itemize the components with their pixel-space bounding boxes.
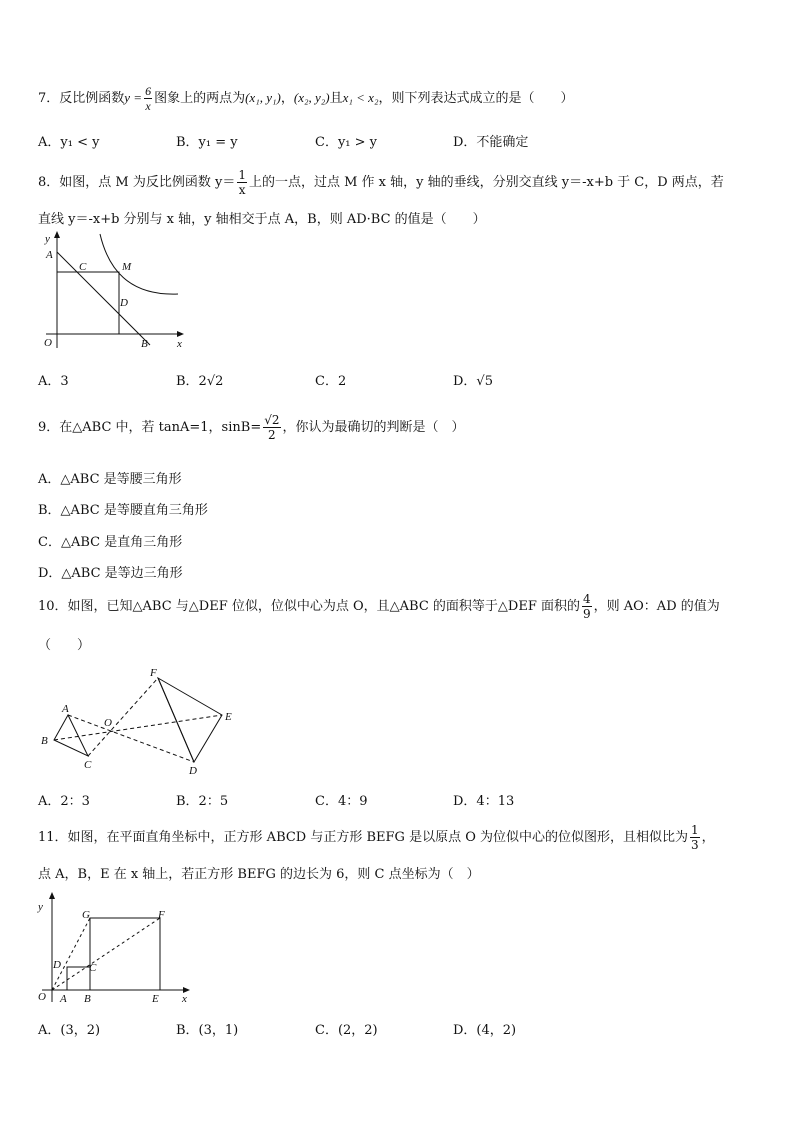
q11-square-abcd [67,967,90,990]
q11-label-c: C [89,962,97,974]
q8-label-m: M [122,261,132,273]
q9-option-c[interactable]: C．△ABC 是直角三角形 [38,535,183,550]
q8-label-x: x [177,338,182,350]
q10-option-b[interactable]: B．2：5 [176,794,229,809]
q10-label-f: F [150,667,157,679]
q7-condition: x₁ < x₂ [342,90,379,105]
q8-label-b: B [141,338,148,350]
q11-figure [32,890,197,1010]
q8-x-arrow [177,331,184,337]
q8-hyperbola [100,234,178,294]
q8-label-c: C [79,261,87,273]
q8-fraction: $\frac{1}{x}$ [238,168,246,197]
q9-option-d[interactable]: D．△ABC 是等边三角形 [38,566,183,581]
q10-option-a[interactable]: A．2：3 [38,794,90,809]
q8-option-d[interactable]: D．√5 [453,374,493,389]
q11-dashed-of [52,918,160,990]
q8-label-y: y [45,233,50,245]
q11-option-c[interactable]: C．(2，2) [315,1023,378,1038]
q8-label-a: A [46,249,53,261]
q10-label-a: A [62,703,69,715]
q11-option-d[interactable]: D．(4，2) [453,1023,517,1038]
q11-label-g: G [82,909,90,921]
q10-option-c[interactable]: C．4：9 [315,794,368,809]
q11-label-b: B [84,993,91,1005]
q11-label-f: F [158,909,165,921]
q8-stem-line2: 直线 y＝-x+b 分别与 x 轴，y 轴相交于点 A，B，则 AD·BC 的值是（ ） [38,212,486,227]
q8-label-o: O [44,337,52,349]
q11-y-arrow [49,892,55,899]
q7-point1: (x₁, y₁) [245,90,281,105]
q8-figure [38,228,188,353]
q8-line-ab [57,252,150,345]
q11-label-e: E [152,993,159,1005]
q8-y-arrow [54,231,60,238]
q11-label-a: A [60,993,67,1005]
q10-triangle-def [158,678,222,762]
q7-mid: 图象上的两点为 [154,91,246,106]
q11-square-befg [90,918,160,990]
q7-option-b[interactable]: B．y₁ = y [176,135,238,150]
q7-option-a[interactable]: A．y₁ < y [38,135,100,150]
q10-stem-line1: 10．如图，已知△ABC 与△DEF 位似，位似中心为点 O，且△ABC 的面积等于△DEF 面积的 $\frac{4}{9}$ ，则 AO：AD 的值为 [38,592,720,621]
q8-option-a[interactable]: A．3 [38,374,69,389]
q7-suffix: ，则下列表达式成立的是（ ） [378,91,574,106]
q9-fraction: $\frac{√2}{2}$ [264,413,280,442]
q11-stem-line1: 11．如图，在平面直角坐标中，正方形 ABCD 与正方形 BEFG 是以原点 O 为位似中心的位似图形，且相似比为 $\frac{1}{3}$ ， [38,823,715,852]
q7-fraction: $\frac{6}{x}$ [145,84,152,113]
q7-prefix: 7．反比例函数 [38,91,125,106]
q10-figure [36,660,246,780]
q10-stem-line2: （ ） [38,638,91,653]
q7-option-c[interactable]: C．y₁ > y [315,135,378,150]
q10-label-o: O [104,717,112,729]
q9-option-a[interactable]: A．△ABC 是等腰三角形 [38,472,182,487]
q10-label-c: C [84,759,92,771]
q8-label-d: D [120,297,128,309]
q7-stem: 7．反比例函数y = $\frac{6}{x}$ 图象上的两点为(x₁, y₁)，(x₂, y₂)且x₁ < x₂，则下列表达式成立的是（ ） [38,84,574,113]
q11-label-x: x [182,993,187,1005]
q10-dashed-be [54,715,222,740]
q10-label-e: E [225,711,232,723]
q10-option-d[interactable]: D．4：13 [453,794,515,809]
q9-stem: 9．在△ABC 中，若 tanA=1，sinB= $\frac{√2}{2}$ ，你认为最确切的判断是（ ） [38,413,465,442]
q7-func-lhs: y = [124,90,143,105]
q10-fraction: $\frac{4}{9}$ [582,592,591,621]
q11-label-o: O [38,991,46,1003]
q11-dashed-og [52,918,90,990]
q7-option-d[interactable]: D．不能确定 [453,135,529,150]
q8-stem-line1: 8．如图，点 M 为反比例函数 y＝ $\frac{1}{x}$ 上的一点，过点 M 作 x 轴，y 轴的垂线，分别交直线 y＝-x+b 于 C，D 两点，若 [38,168,724,197]
q10-label-d: D [189,765,197,777]
q11-stem-line2: 点 A，B，E 在 x 轴上，若正方形 BEFG 的边长为 6，则 C 点坐标为（ ） [38,867,480,882]
q11-option-a[interactable]: A．(3，2) [38,1023,101,1038]
q7-point2: (x₂, y₂) [293,90,330,105]
q11-label-d: D [53,959,61,971]
q11-fraction: $\frac{1}{3}$ [691,823,699,852]
q11-label-y: y [38,901,43,913]
q9-option-b[interactable]: B．△ABC 是等腰直角三角形 [38,503,208,518]
q8-rectangle [57,272,119,334]
q8-option-c[interactable]: C．2 [315,374,347,389]
q8-option-b[interactable]: B．2√2 [176,374,224,389]
q10-label-b: B [41,735,48,747]
q11-option-b[interactable]: B．(3，1) [176,1023,239,1038]
